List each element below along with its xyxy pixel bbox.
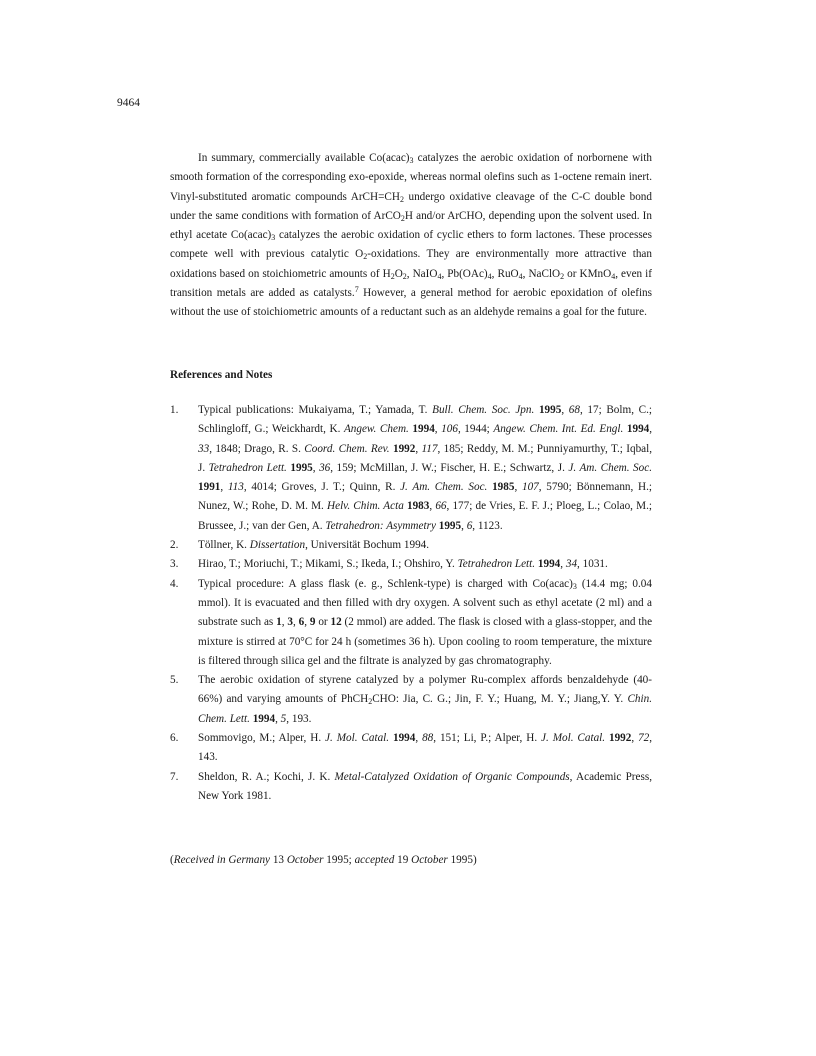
reference-text: Sommovigo, M.; Alper, H. J. Mol. Catal. 1994, 88, 151; Li, P.; Alper, H. J. Mol. Catal. 1992, 72, 143. bbox=[198, 732, 653, 764]
references-list bbox=[170, 401, 652, 806]
references-heading: References and Notes bbox=[170, 369, 273, 381]
reference-item bbox=[170, 555, 652, 574]
reference-text: Töllner, K. Dissertation, Universität Bochum 1994. bbox=[198, 539, 430, 552]
reference-text: Sheldon, R. A.; Kochi, J. K. Metal-Catalyzed Oxidation of Organic Compounds, Academic Press, New York 1981. bbox=[198, 770, 652, 802]
reference-item bbox=[170, 729, 652, 768]
reference-number: 1. bbox=[170, 404, 179, 416]
reference-number: 5. bbox=[170, 674, 179, 687]
reference-number: 2. bbox=[170, 539, 179, 552]
reference-text: Typical publications: Mukaiyama, T.; Yamada, T. Bull. Chem. Soc. Jpn. 1995, 68, 17; Bolm, C.; Schlingloff, G.; Weickhardt, K. Angew. Chem. 1994, 106, 1944; Angew. Chem. Int. Ed. Engl. 1994, 33, 1848; Drago, R. S. Coord. Chem. Rev. 1992, 117, 185; Reddy, M. M.; Punniyamurthy, T.; Iqbal, J. Tetrahedron Lett. 1995, 36, 159; McMillan, J. W.; Fischer, H. E.; Schwartz, J. J. Am. Chem. Soc. 1991, 113, 4014; Groves, J. T.; Quinn, R. J. Am. Chem. Soc. 1985, 107, 5790; Bönnemann, H.; Nunez, W.; Rohe, D. M. M. Helv. Chim. Acta 1983, 66, 177; de Vries, E. F. J.; Ploeg, L.; Colao, M.; Brussee, J.; van der Gen, A. Tetrahedron: Asymmetry 1995, 6, 1123. bbox=[198, 404, 653, 532]
reference-number: 3. bbox=[170, 558, 179, 571]
reference-item bbox=[170, 536, 652, 555]
reference-item bbox=[170, 575, 652, 671]
summary-paragraph: In summary, commercially available $Co(acac)_3$ catalyzes the aerobic oxidation of norbornene with smooth formation of the corresponding exo-epoxide, whereas normal olefins such as 1-octene remain inert. Vinyl-substituted aromatic compounds $ArCH=CH_2$ undergo oxidative cleavage of the C-C double bond under the same conditions with formation of ArCO$_2$H and/or ArCHO, depending upon the solvent used. In ethyl acetate $Co(acac)_3$ catalyzes the aerobic oxidation of cyclic ethers to form lactones. These processes compete well with previous catalytic $O_2$-oxidations. They are environmentally more attractive than oxidations based on stoichiometric amounts of $H_2O_2$, NaIO$_4$, $Pb(OAc)_4$, RuO$_4$, NaClO$_2$ or KMnO$_4$, even if transition metals are added as catalysts.$^7$ However, a general method for aerobic epoxidation of olefins without the use of stoichiometric amounts of a reductant such as an aldehyde remains a goal for the future. bbox=[170, 152, 652, 319]
reference-text: The aerobic oxidation of styrene catalyzed by a polymer Ru-complex affords benzaldehyde (40-66%) and varying amounts of PhCH$_2$CHO: Jia, C. G.; Jin, F. Y.; Huang, M. Y.; Jiang,Y. Y. Chin. Chem. Lett. 1994, 5, 193. bbox=[198, 674, 652, 725]
reference-number: 4. bbox=[170, 577, 179, 590]
reference-text: Typical procedure: A glass flask (e. g., Schlenk-type) is charged with $Co(acac)_3$ (14.4 mg; 0.04 mmol). It is evacuated and then filled with dry oxygen. A solvent such as ethyl acetate (2 ml) and a substrate such as 1, 3, 6, 9 or 12 (2 mmol) are added. The flask is closed with a glass-stopper, and the mixture is stirred at 70°C for 24 h (sometimes 36 h). Upon cooling to room temperature, the mixture is filtered through silica gel and the filtrate is analyzed by gas chromatography. bbox=[198, 577, 653, 667]
reference-item bbox=[170, 768, 652, 807]
reference-number: 7. bbox=[170, 770, 179, 783]
reference-item bbox=[170, 401, 652, 536]
reference-text: Hirao, T.; Moriuchi, T.; Mikami, S.; Ikeda, I.; Ohshiro, Y. Tetrahedron Lett. 1994, 34, 1031. bbox=[198, 558, 608, 571]
received-line: (Received in Germany 13 October 1995; accepted 19 October 1995) bbox=[170, 854, 477, 866]
reference-item bbox=[170, 671, 652, 729]
page-number: 9464 bbox=[117, 97, 140, 109]
reference-number: 6. bbox=[170, 732, 179, 745]
